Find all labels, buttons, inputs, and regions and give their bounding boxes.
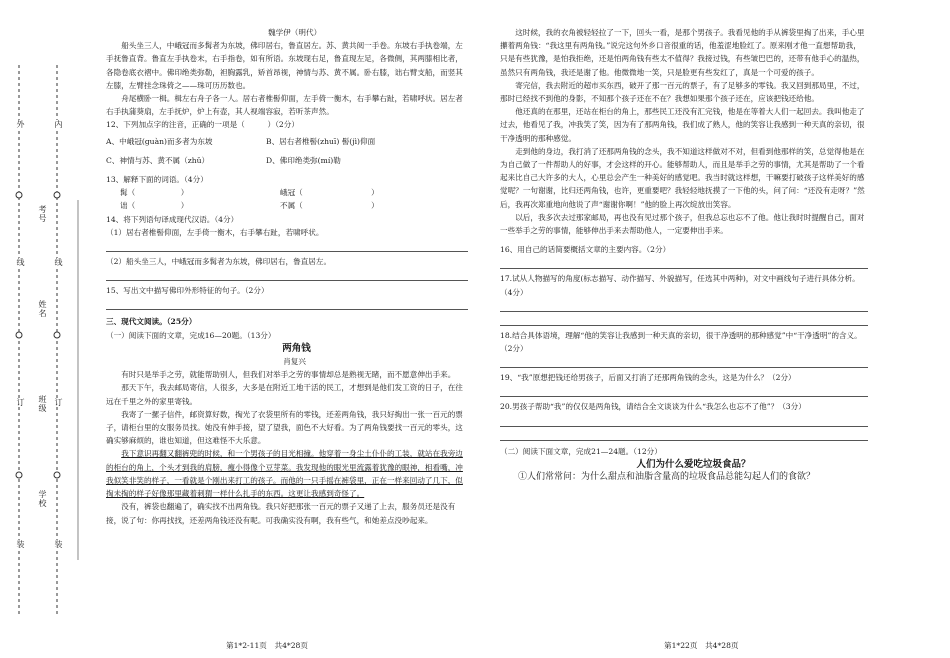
answer-line[interactable] [500,301,868,312]
question-17: 17.试从人物描写的角度(标志描写、动作描写、外貌描写，任选其中两种)，对文中画线句子进行具体分析。（4分） [500,274,860,297]
q13-word-4: 不属（ ） [280,201,379,211]
cut-label-zhuang: 装 [16,540,25,549]
question-15: 15、写出文中描写佛印外形特征的句子。（2分） [106,286,269,296]
answer-line[interactable] [500,357,868,368]
label-xuexiao: 学校 [38,490,47,508]
article-paragraph-4: 我下意识再翻又翻裤兜的时候，和一个男孩子的目光相撞。他穿着一身尘土仆仆的工装，就站在我旁边的柜台的角上，个头才到我的肩膀，瘦小得像个豆芽菜。我发现他的眼光里流露着犹豫的眼神，相看嘴，冲我似笑非笑的样子，一看就是个刚出来打工的孩子。而他的一只手摇在裤袋里，正在一样来回动了几下，似掏未掏的样子好像那里藏着刺猬一样什么扎手的东西。这更让我感到奇怪了。 [106,449,463,499]
q13-word-1: 髯（ ） [120,188,189,198]
binding-margin [0,0,92,658]
q13-word-2: 峨冠（ ） [280,188,379,198]
cut-label-xian-inner: 线 [54,258,63,267]
cut-label-wai: 外 [16,120,25,129]
answer-line[interactable] [106,241,468,252]
subsection-2-heading: （二）阅读下面文章，完成21—24题。（12分） [500,446,662,456]
article-paragraph-6: 这时候，我的衣角被轻轻拉了一下，回头一看，是那个男孩子。我看见他的手从裤袋里掏了出来，手心里攥着两角钱：“我这里有两角钱。”说完这句外乡口音很重的话，他羞涩地脸红了。原来刚才他一直想帮助我，只是有些犹豫，是怕我拒绝，还是怕两角钱有些太不值得？我接过钱，有些皱巴巴的，还带有他手心的温热，虽然只有两角钱，我还是谢了他。他微微地一笑，只是脸更有些发红了，真是一个可爱的孩子。 [500,28,865,77]
answer-line[interactable] [106,299,468,310]
question-20: 20.男孩子帮助“我”的仅仅是两角钱，请结合全文谈谈为什么“我怎么也忘不了他”？（3分） [500,402,806,412]
cut-label-nei: 内 [54,120,63,129]
article-paragraph-1: 有时只是举手之劳，就能帮助别人，但我们对举手之劳的事情却总是熟视无睹，而不愿意伸出手来。 [121,370,456,380]
article-2-paragraph-1: ①人们常常问：为什么甜点和油脂含量高的垃圾食品总能勾起人们的食欲？ [518,472,816,483]
article-paragraph-3: 我寄了一摞子信件，邮资算好数，掏光了衣袋里所有的零钱，还差两角钱，我只好掏出一张一百元的票子，请柜台里的女服务员找。她没有伸手接，望了望我，面色不大好看。为了两角钱要找一百元的零头，这确实够麻烦的，谁也知道，但这难怪不大乐意。 [106,409,463,446]
cut-label-ding: 订 [16,398,25,407]
left-column [106,26,468,527]
label-banji: 班级 [38,395,47,413]
classical-source: 魏学伊（明代） [268,28,322,37]
article-author: 肖复兴 [283,357,306,367]
question-19: 19、“我”原想把钱还给男孩子，后面又打消了还那两角钱的念头，这是为什么？（2分） [500,373,796,383]
q12-option-a: A、中峨冠(guàn)而多者为东坡 [106,136,213,146]
answer-line[interactable] [500,315,868,326]
q12-option-b: B、居右者椎髻(zhuī) 髻(jì)仰面 [266,136,376,146]
question-13: 13、解释下面的词语。（4分） [106,175,208,185]
left-page-footer: 第1*2-11页 共4*28页 [226,641,308,650]
cut-label-ding-inner: 订 [54,398,63,407]
article-2-title: 人们为什么爱吃垃圾食品？ [636,458,751,470]
article-title: 两角钱 [282,342,311,354]
q12-option-c: C、神情与苏、黄不属（zhǔ） [106,155,210,165]
question-12: 12、下列加点字的注音，正确的一项是（ ）（2分） [106,120,299,130]
q13-word-3: 诎（ ） [120,201,189,211]
answer-line[interactable] [500,416,868,427]
article-paragraph-2: 那天下午，我去邮局寄信，人很多，大多是在附近工地干活的民工，才想到是他们发工资的日子，在往远在千里之外的家里寄钱。 [106,383,463,406]
q14-sentence-1: （1）居右者椎髻仰面，左手倚一衡木，右手攀右趾，若啸呼状。 [106,227,324,237]
question-18: 18.结合具体语境，理解“他的笑容让我感到一种天真的亲切，很干净透明的那种感觉”中“干净透明”的含义。（2分） [500,330,862,354]
article-paragraph-8: 他还真的在那里，还站在柜台的角上，那些民工还没有汇完钱，他是在等着大人们一起回去。我叫他走了过去，他看见了我，冲我笑了笑，因为有了那两角钱，我们成了熟人，他的笑容让我感到一种天真的亲切，很干净透明的那种感觉。 [500,107,865,143]
label-xingming: 姓名 [38,300,47,318]
article-paragraph-7: 寄完信，我去附近的超市买东西，破开了那一百元的票子，有了足够多的零钱。我又回到那局里，不过，那时已经找不到他的身影，不知那个孩子还在不在？我想如果那个孩子还在，应该把钱还给他。 [500,80,865,104]
question-16: 16、用自己的话简要概括文章的主要内容。（2分） [500,245,671,255]
subsection-1-heading: （一）阅读下面的文章，完成16—20题。（13分） [106,330,276,340]
question-14: 14、将下列语句译成现代汉语。（4分） [106,214,239,224]
cut-label-zhuang-inner: 装 [54,540,63,549]
section-3-heading: 三、现代文阅读。（25分） [106,317,197,327]
cut-label-xian: 线 [16,258,25,267]
answer-line[interactable] [106,270,468,281]
article-paragraph-10: 以后，我多次去过那家邮局，再也没有见过那个孩子，但我总忘也忘不了他。他让我时时提醒自己，面对一些举手之劳的事情，能够伸出手来去帮助他人，一定要伸出手来。 [500,212,865,236]
classical-paragraph-1: 船头坐三人，中峨冠而多髯者为东坡，佛印居右，鲁直居左。苏、黄共阅一手卷。东坡右手执卷端，左手抚鲁直背。鲁直左手执卷末，右手指卷，如有所语。东坡现右足，鲁直现左足，各微侧，其两膝相比者，各隐卷底衣褶中。佛印绝类弥勒，袒胸露乳，矫首昂视，神情与苏、黄不属。卧右膝，诎右臂支船，而竖其左膝，左臂挂念珠倚之——珠可历历数也。 [106,41,463,90]
answer-line[interactable] [500,386,868,397]
label-kaohao: 考号 [38,205,47,223]
right-column [500,26,868,484]
classical-paragraph-2: 舟尾横卧一楫。楫左右舟子各一人。居右者椎髻仰面，左手倚一衡木，右手攀右趾，若啸呼状。居左者右手执蒲葵扇，左手抚炉，炉上有壶，其人视端容寂，若听茶声然。 [106,94,463,117]
article-paragraph-5: 没有，裤袋也翻遍了，确实找不出两角钱。我只好把那张一百元的票子又递了上去，服务员还是没有接，说了句：你再找找，还差两角钱还没有呢。可我确实没有啊，我有些气，和她差点没吵起来。 [106,502,456,525]
binding-lines [0,0,92,658]
right-page-footer: 第1*22页 共4*28页 [664,641,739,650]
answer-line[interactable] [500,430,868,441]
answer-line[interactable] [500,258,868,269]
q12-option-d: D、佛印绝类弥(mí)勒 [266,155,341,165]
article-paragraph-9: 走到他的身边，我打消了还那两角钱的念头，我不知道这样做对不对，但看到他那样的笑，总觉得他是在为自己做了一件帮助人的好事，才会这样的开心。能够帮助人，而且是举手之劳的事情，尤其是帮助了一个看起来比自己大许多的大人，心里总会产生一种美好的感觉吧。我当时就这样想，干嘛要打破孩子这样美好的感觉呢？一句谢谢，比归还两角钱，也许，更重要吧？我轻轻地抚摸了一下他的头，问了问：“还没有走呀？”然后，我再次郑重地向他说了声“谢谢你啊！”他的脸上再次绽放出笑容。 [500,146,865,209]
q14-sentence-2: （2）船头坐三人，中峨冠而多髯者为东坡，佛印居右，鲁直居左。 [106,257,332,267]
